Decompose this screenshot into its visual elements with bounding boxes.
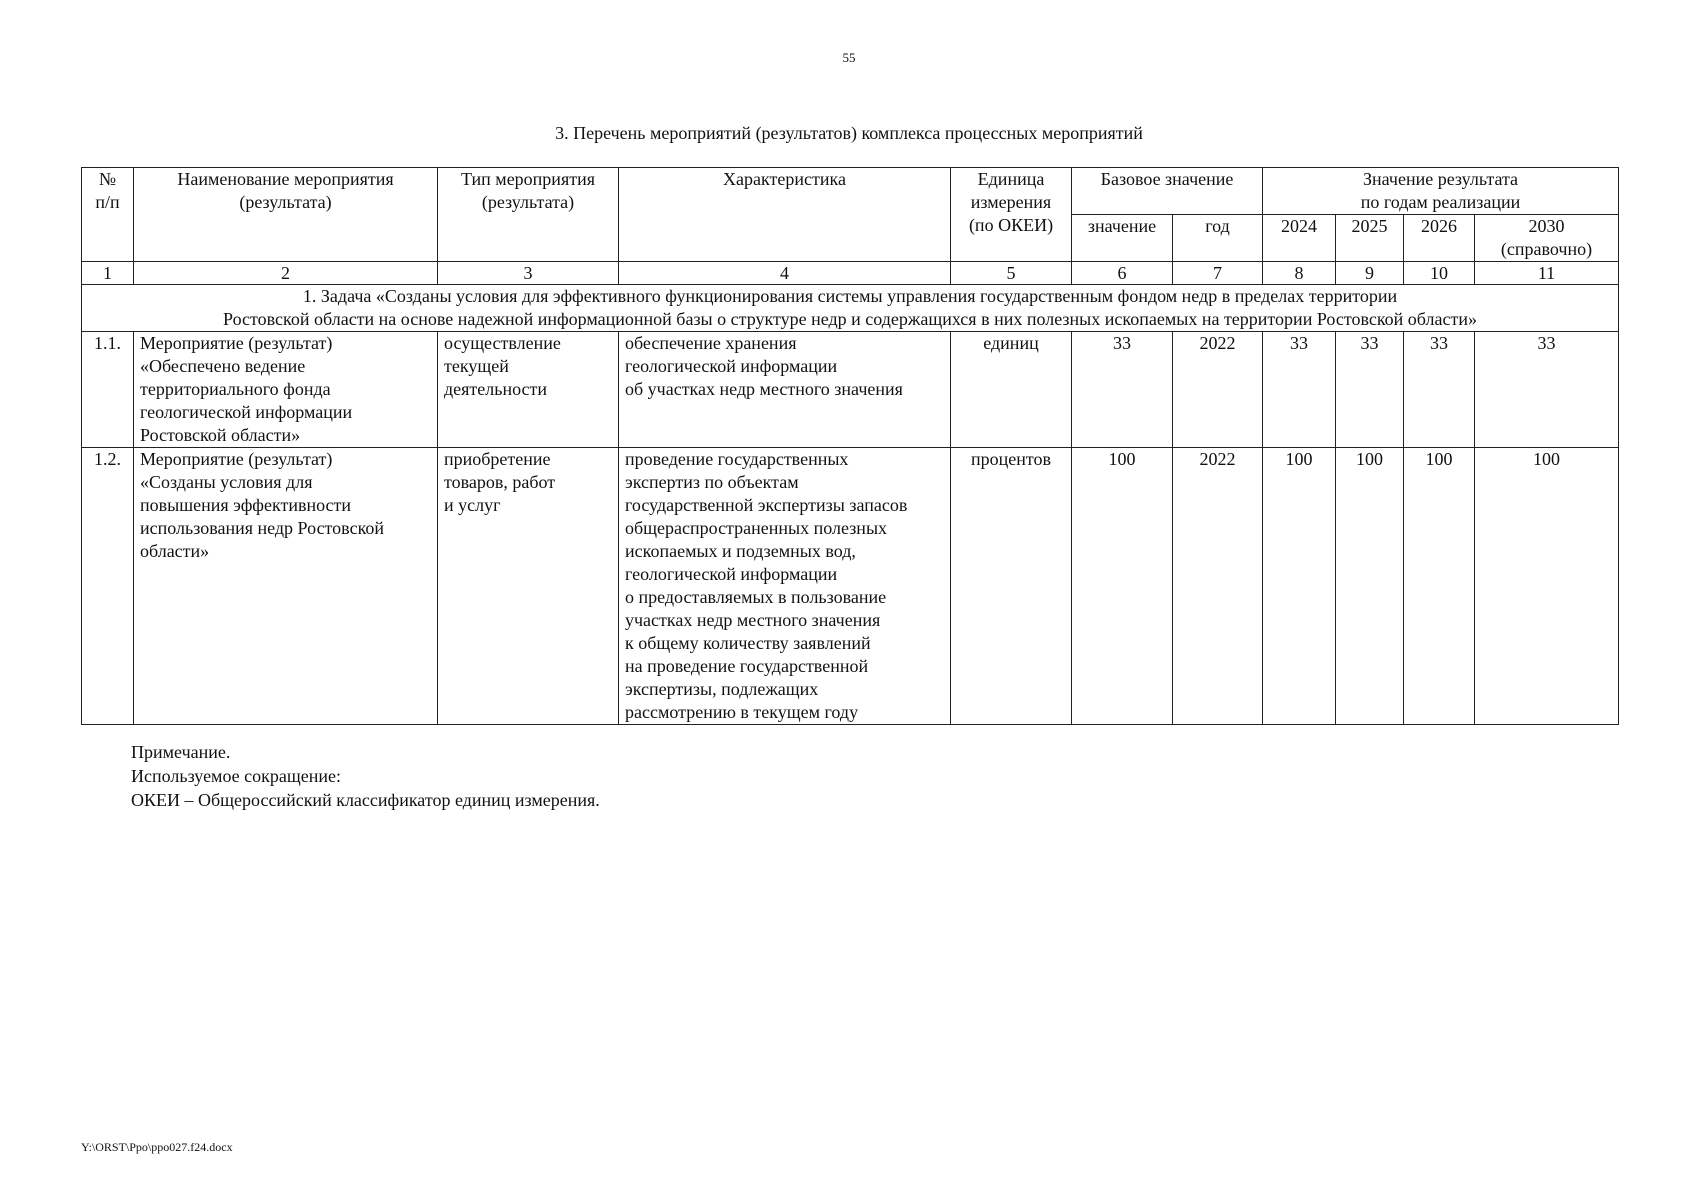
note-abbreviation: ОКЕИ – Общероссийский классификатор единиц измерения. xyxy=(131,790,600,810)
row-2024: 100 xyxy=(1263,448,1336,725)
row-base-year: 2022 xyxy=(1173,448,1263,725)
header-2025: 2025 xyxy=(1336,215,1404,262)
row-characteristic: обеспечение хранения геологической информации об участках недр местного значения xyxy=(619,332,951,448)
row-unit: процентов xyxy=(951,448,1072,725)
row-type: приобретение товаров, работ и услуг xyxy=(438,448,619,725)
header-base-year: год xyxy=(1173,215,1263,262)
row-2026: 33 xyxy=(1404,332,1475,448)
column-number: 6 xyxy=(1072,262,1173,285)
row-base-value: 100 xyxy=(1072,448,1173,725)
row-name: Мероприятие (результат) «Обеспечено ведение территориального фонда геологической информации Ростовской области» xyxy=(134,332,438,448)
row-2030: 100 xyxy=(1475,448,1619,725)
page-number: 55 xyxy=(842,50,856,65)
header-characteristic: Характеристика xyxy=(619,168,951,262)
row-num: 1.1. xyxy=(82,332,134,448)
note-abbreviation-label: Используемое сокращение: xyxy=(131,766,341,786)
row-num: 1.2. xyxy=(82,448,134,725)
row-2024: 33 xyxy=(1263,332,1336,448)
column-number: 3 xyxy=(438,262,619,285)
header-num: № п/п xyxy=(82,168,134,262)
column-numbers-row xyxy=(82,262,1619,285)
row-type: осуществление текущей деятельности xyxy=(438,332,619,448)
row-base-year: 2022 xyxy=(1173,332,1263,448)
row-2030: 33 xyxy=(1475,332,1619,448)
note-heading: Примечание. xyxy=(131,742,231,762)
column-number: 7 xyxy=(1173,262,1263,285)
header-row-1 xyxy=(82,168,1619,215)
header-2030: 2030 (справочно) xyxy=(1475,215,1619,262)
column-number: 11 xyxy=(1475,262,1619,285)
column-number: 5 xyxy=(951,262,1072,285)
column-number: 1 xyxy=(82,262,134,285)
header-name: Наименование мероприятия (результата) xyxy=(134,168,438,262)
table-row xyxy=(82,448,1619,725)
column-number: 4 xyxy=(619,262,951,285)
row-2025: 33 xyxy=(1336,332,1404,448)
notes-block xyxy=(131,740,600,812)
header-base-value: значение xyxy=(1072,215,1173,262)
task-row xyxy=(82,285,1619,332)
header-result: Значение результата по годам реализации xyxy=(1263,168,1619,215)
footer-file-path: Y:\ORST\Ppo\ppo027.f24.docx xyxy=(81,1140,233,1154)
row-base-value: 33 xyxy=(1072,332,1173,448)
header-unit: Единица измерения (по ОКЕИ) xyxy=(951,168,1072,262)
column-number: 10 xyxy=(1404,262,1475,285)
measures-table xyxy=(81,167,1619,725)
row-2026: 100 xyxy=(1404,448,1475,725)
row-name: Мероприятие (результат) «Созданы условия для повышения эффективности использования недр Ростовской области» xyxy=(134,448,438,725)
header-base: Базовое значение xyxy=(1072,168,1263,215)
header-type: Тип мероприятия (результата) xyxy=(438,168,619,262)
document-title: 3. Перечень мероприятий (результатов) комплекса процессных мероприятий xyxy=(555,123,1143,143)
column-number: 2 xyxy=(134,262,438,285)
column-number: 8 xyxy=(1263,262,1336,285)
header-2024: 2024 xyxy=(1263,215,1336,262)
row-2025: 100 xyxy=(1336,448,1404,725)
row-unit: единиц xyxy=(951,332,1072,448)
column-number: 9 xyxy=(1336,262,1404,285)
table-row xyxy=(82,332,1619,448)
task-heading: 1. Задача «Созданы условия для эффективного функционирования системы управления государственным фондом недр в пределах территории Ростовской области на основе надежной информационной базы о структуре недр и содержащихся в них полезных ископаемых на территории Ростовской области» xyxy=(82,285,1619,332)
header-2026: 2026 xyxy=(1404,215,1475,262)
row-characteristic: проведение государственных экспертиз по объектам государственной экспертизы запасов общераспространенных полезных ископаемых и подземных вод, геологической информации о предоставляемых в пользование участках недр местного значения к общему количеству заявлений на проведение государственной экспертизы, подлежащих рассмотрению в текущем году xyxy=(619,448,951,725)
